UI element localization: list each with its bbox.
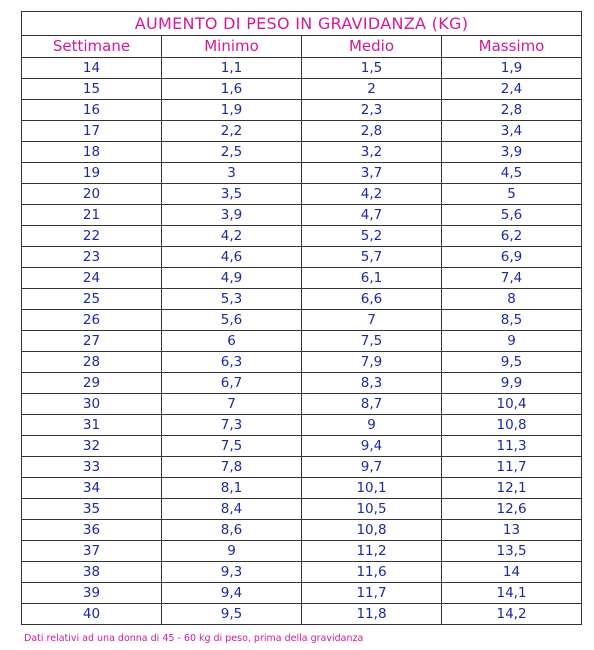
minimo-cell: 1,1: [162, 58, 302, 79]
massimo-cell: 9,9: [442, 373, 582, 394]
minimo-cell: 3,5: [162, 184, 302, 205]
settimane-cell: 20: [22, 184, 162, 205]
table-row: [22, 457, 582, 478]
table-row: [22, 100, 582, 121]
table-row: [22, 310, 582, 331]
massimo-cell: 3,9: [442, 142, 582, 163]
medio-cell: 10,5: [302, 499, 442, 520]
massimo-cell: 11,3: [442, 436, 582, 457]
minimo-cell: 8,6: [162, 520, 302, 541]
massimo-cell: 7,4: [442, 268, 582, 289]
table-row: [22, 583, 582, 604]
settimane-cell: 37: [22, 541, 162, 562]
massimo-cell: 10,4: [442, 394, 582, 415]
settimane-cell: 33: [22, 457, 162, 478]
settimane-cell: 21: [22, 205, 162, 226]
minimo-cell: 7,3: [162, 415, 302, 436]
table-row: [22, 331, 582, 352]
massimo-cell: 4,5: [442, 163, 582, 184]
massimo-cell: 1,9: [442, 58, 582, 79]
minimo-cell: 1,6: [162, 79, 302, 100]
table-body: [22, 58, 582, 625]
medio-cell: 8,3: [302, 373, 442, 394]
table-row: [22, 478, 582, 499]
massimo-cell: 3,4: [442, 121, 582, 142]
minimo-cell: 8,4: [162, 499, 302, 520]
header-medio: Medio: [302, 36, 442, 58]
massimo-cell: 6,9: [442, 247, 582, 268]
medio-cell: 9: [302, 415, 442, 436]
settimane-cell: 16: [22, 100, 162, 121]
minimo-cell: 6,7: [162, 373, 302, 394]
table-row: [22, 247, 582, 268]
minimo-cell: 4,2: [162, 226, 302, 247]
settimane-cell: 18: [22, 142, 162, 163]
medio-cell: 7,5: [302, 331, 442, 352]
settimane-cell: 28: [22, 352, 162, 373]
medio-cell: 7: [302, 310, 442, 331]
minimo-cell: 5,3: [162, 289, 302, 310]
medio-cell: 3,2: [302, 142, 442, 163]
minimo-cell: 9,4: [162, 583, 302, 604]
medio-cell: 10,1: [302, 478, 442, 499]
weight-gain-table: [21, 11, 582, 625]
settimane-cell: 19: [22, 163, 162, 184]
settimane-cell: 25: [22, 289, 162, 310]
medio-cell: 10,8: [302, 520, 442, 541]
massimo-cell: 12,1: [442, 478, 582, 499]
settimane-cell: 26: [22, 310, 162, 331]
settimane-cell: 34: [22, 478, 162, 499]
minimo-cell: 6,3: [162, 352, 302, 373]
medio-cell: 6,1: [302, 268, 442, 289]
medio-cell: 11,7: [302, 583, 442, 604]
settimane-cell: 30: [22, 394, 162, 415]
massimo-cell: 2,8: [442, 100, 582, 121]
medio-cell: 8,7: [302, 394, 442, 415]
medio-cell: 5,7: [302, 247, 442, 268]
medio-cell: 5,2: [302, 226, 442, 247]
settimane-cell: 23: [22, 247, 162, 268]
settimane-cell: 32: [22, 436, 162, 457]
title-row: [22, 12, 582, 36]
medio-cell: 4,2: [302, 184, 442, 205]
table-row: [22, 541, 582, 562]
massimo-cell: 13: [442, 520, 582, 541]
table-row: [22, 121, 582, 142]
table-row: [22, 352, 582, 373]
header-minimo: Minimo: [162, 36, 302, 58]
settimane-cell: 17: [22, 121, 162, 142]
table-title: AUMENTO DI PESO IN GRAVIDANZA (KG): [22, 12, 582, 36]
massimo-cell: 12,6: [442, 499, 582, 520]
medio-cell: 4,7: [302, 205, 442, 226]
massimo-cell: 14,2: [442, 604, 582, 625]
table-row: [22, 289, 582, 310]
massimo-cell: 9: [442, 331, 582, 352]
massimo-cell: 14,1: [442, 583, 582, 604]
table-row: [22, 604, 582, 625]
minimo-cell: 5,6: [162, 310, 302, 331]
table-row: [22, 436, 582, 457]
medio-cell: 1,5: [302, 58, 442, 79]
table-row: [22, 79, 582, 100]
minimo-cell: 8,1: [162, 478, 302, 499]
medio-cell: 11,2: [302, 541, 442, 562]
medio-cell: 2,3: [302, 100, 442, 121]
minimo-cell: 9,5: [162, 604, 302, 625]
settimane-cell: 27: [22, 331, 162, 352]
minimo-cell: 7: [162, 394, 302, 415]
minimo-cell: 1,9: [162, 100, 302, 121]
medio-cell: 9,7: [302, 457, 442, 478]
massimo-cell: 9,5: [442, 352, 582, 373]
massimo-cell: 10,8: [442, 415, 582, 436]
medio-cell: 6,6: [302, 289, 442, 310]
table-row: [22, 226, 582, 247]
table-row: [22, 205, 582, 226]
minimo-cell: 9: [162, 541, 302, 562]
header-row: [22, 36, 582, 58]
table-row: [22, 520, 582, 541]
minimo-cell: 4,6: [162, 247, 302, 268]
medio-cell: 9,4: [302, 436, 442, 457]
massimo-cell: 11,7: [442, 457, 582, 478]
table-row: [22, 499, 582, 520]
table-row: [22, 163, 582, 184]
settimane-cell: 24: [22, 268, 162, 289]
table-row: [22, 562, 582, 583]
medio-cell: 7,9: [302, 352, 442, 373]
massimo-cell: 8: [442, 289, 582, 310]
settimane-cell: 22: [22, 226, 162, 247]
minimo-cell: 6: [162, 331, 302, 352]
settimane-cell: 14: [22, 58, 162, 79]
minimo-cell: 7,8: [162, 457, 302, 478]
massimo-cell: 13,5: [442, 541, 582, 562]
minimo-cell: 3: [162, 163, 302, 184]
table-row: [22, 373, 582, 394]
settimane-cell: 31: [22, 415, 162, 436]
medio-cell: 2,8: [302, 121, 442, 142]
table-row: [22, 415, 582, 436]
settimane-cell: 36: [22, 520, 162, 541]
minimo-cell: 2,5: [162, 142, 302, 163]
table-row: [22, 142, 582, 163]
header-massimo: Massimo: [442, 36, 582, 58]
table-row: [22, 394, 582, 415]
medio-cell: 3,7: [302, 163, 442, 184]
massimo-cell: 6,2: [442, 226, 582, 247]
settimane-cell: 40: [22, 604, 162, 625]
header-settimane: Settimane: [22, 36, 162, 58]
settimane-cell: 15: [22, 79, 162, 100]
massimo-cell: 14: [442, 562, 582, 583]
massimo-cell: 2,4: [442, 79, 582, 100]
table-row: [22, 58, 582, 79]
minimo-cell: 9,3: [162, 562, 302, 583]
minimo-cell: 3,9: [162, 205, 302, 226]
medio-cell: 11,6: [302, 562, 442, 583]
settimane-cell: 29: [22, 373, 162, 394]
minimo-cell: 4,9: [162, 268, 302, 289]
minimo-cell: 2,2: [162, 121, 302, 142]
massimo-cell: 8,5: [442, 310, 582, 331]
massimo-cell: 5: [442, 184, 582, 205]
settimane-cell: 38: [22, 562, 162, 583]
table-row: [22, 268, 582, 289]
medio-cell: 2: [302, 79, 442, 100]
table-row: [22, 184, 582, 205]
medio-cell: 11,8: [302, 604, 442, 625]
settimane-cell: 39: [22, 583, 162, 604]
massimo-cell: 5,6: [442, 205, 582, 226]
minimo-cell: 7,5: [162, 436, 302, 457]
settimane-cell: 35: [22, 499, 162, 520]
footnote: Dati relativi ad una donna di 45 - 60 kg di peso, prima della gravidanza: [24, 633, 364, 644]
